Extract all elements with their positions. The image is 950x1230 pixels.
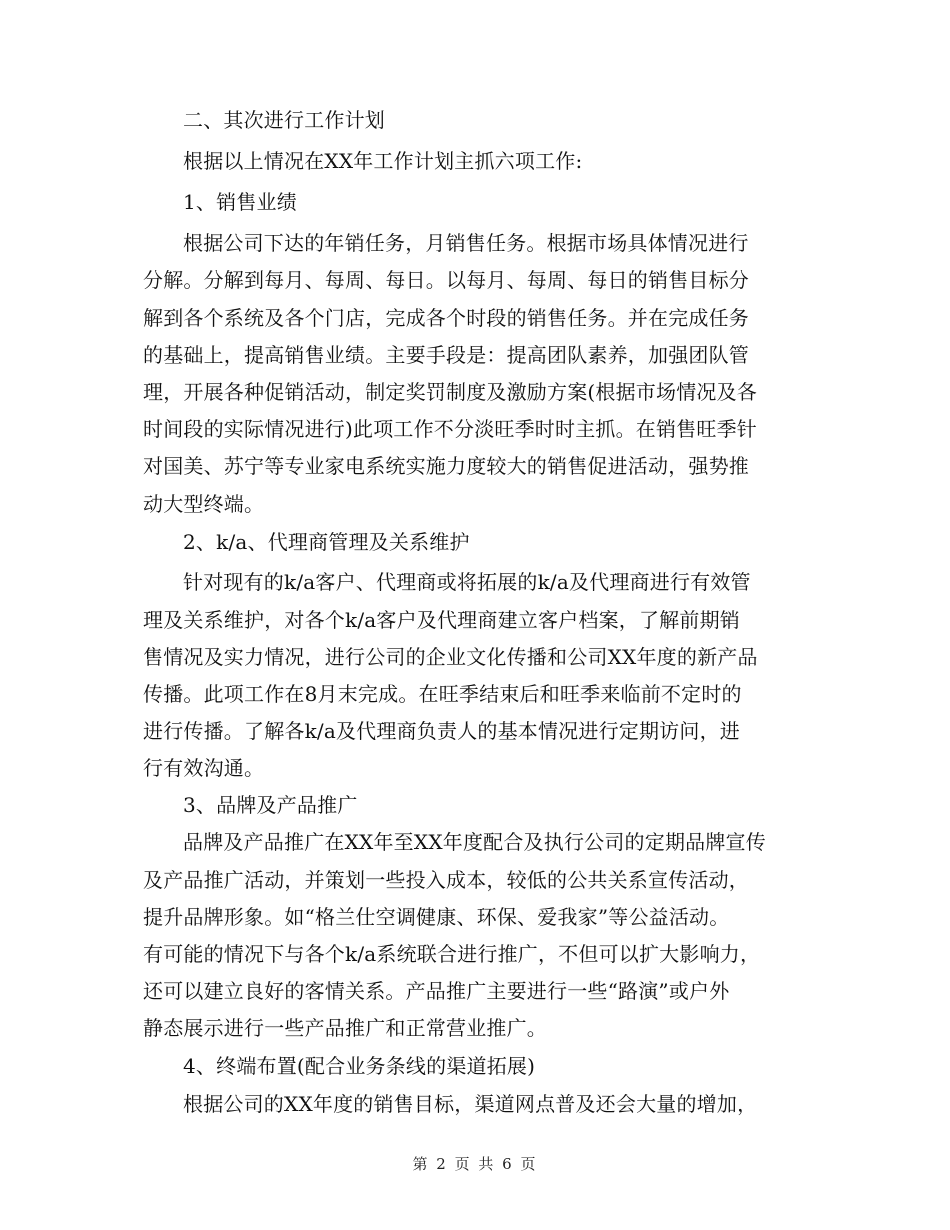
paragraph-line: 行有效沟通。 (143, 756, 265, 780)
paragraph-line: 进行传播。了解各k/a及代理商负责人的基本情况进行定期访问，进 (143, 719, 740, 743)
paragraph-line: 根据公司的XX年度的销售目标，渠道网点普及还会大量的增加， (183, 1092, 758, 1116)
subsection-heading: 1、销售业绩 (183, 190, 297, 214)
subsection-heading: 2、k/a、代理商管理及关系维护 (183, 530, 470, 554)
paragraph-line: 有可能的情况下与各个k/a系统联合进行推广，不但可以扩大影响力， (143, 942, 761, 966)
paragraph-line: 理，开展各种促销活动，制定奖罚制度及激励方案(根据市场情况及各 (143, 380, 758, 404)
paragraph-line: 还可以建立良好的客情关系。产品推广主要进行一些“路演”或户外 (143, 979, 730, 1003)
paragraph-line: 静态展示进行一些产品推广和正常营业推广。 (143, 1016, 547, 1040)
paragraph-line: 及产品推广活动，并策划一些投入成本，较低的公共关系宣传活动， (143, 868, 749, 892)
paragraph-line: 传播。此项工作在8月末完成。在旺季结束后和旺季来临前不定时的 (143, 682, 742, 706)
paragraph-line: 品牌及产品推广在XX年至XX年度配合及执行公司的定期品牌宣传 (183, 830, 766, 854)
page-number-footer: 第 2 页 共 6 页 (412, 1155, 538, 1173)
section-heading: 二、其次进行工作计划 (183, 108, 385, 132)
paragraph-line: 提升品牌形象。如“格兰仕空调健康、环保、爱我家”等公益活动。 (143, 905, 730, 929)
paragraph-line: 分解。分解到每月、每周、每日。以每月、每周、每日的销售目标分 (143, 268, 749, 292)
paragraph-line: 针对现有的k/a客户、代理商或将拓展的k/a及代理商进行有效管 (183, 570, 751, 594)
paragraph-line: 根据公司下达的年销任务，月销售任务。根据市场具体情况进行 (183, 231, 749, 255)
subsection-heading: 4、终端布置(配合业务条线的渠道拓展) (183, 1054, 536, 1078)
paragraph-line: 理及关系维护，对各个k/a客户及代理商建立客户档案，了解前期销 (143, 608, 740, 632)
paragraph-line: 对国美、苏宁等专业家电系统实施力度较大的销售促进活动，强势推 (143, 454, 749, 478)
paragraph-line: 解到各个系统及各个门店，完成各个时段的销售任务。并在完成任务 (143, 306, 749, 330)
paragraph-line: 动大型终端。 (143, 492, 265, 516)
paragraph-line: 根据以上情况在XX年工作计划主抓六项工作: (183, 149, 583, 173)
paragraph-line: 售情况及实力情况，进行公司的企业文化传播和公司XX年度的新产品 (143, 645, 758, 669)
paragraph-line: 时间段的实际情况进行)此项工作不分淡旺季时时主抓。在销售旺季针 (143, 417, 758, 441)
subsection-heading: 3、品牌及产品推广 (183, 793, 358, 817)
paragraph-line: 的基础上，提高销售业绩。主要手段是：提高团队素养，加强团队管 (143, 343, 749, 367)
